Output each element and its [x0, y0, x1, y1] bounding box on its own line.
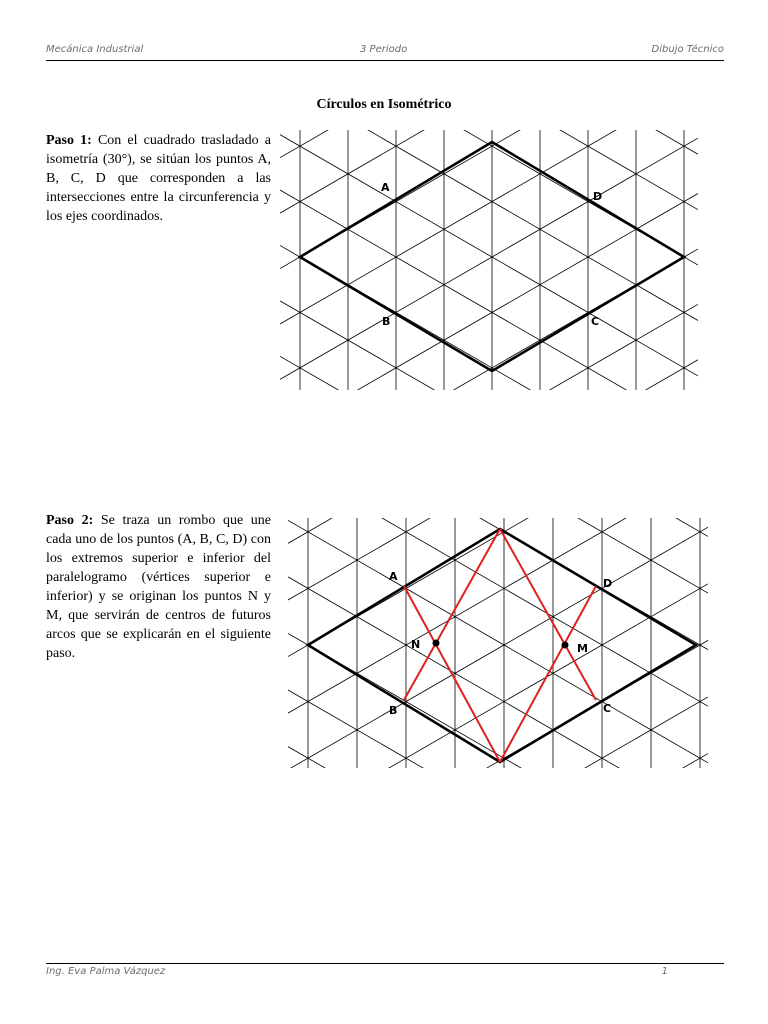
grid-line	[288, 633, 708, 768]
header-subject: Dibujo Técnico	[651, 44, 724, 55]
point-label-d: D	[593, 190, 603, 203]
grid-line	[280, 360, 698, 390]
point-label-a: A	[381, 181, 390, 194]
grid-line	[280, 190, 698, 390]
step2-text: Se traza un rombo que une cada uno de los puntos (A, B, C, D) con los extremos superior e inferior del paralelogramo (vértices superior e inferior) y se originan los puntos N y M, que servirán de centros de futuros arcos que se explicarán en el siguiente paso.	[46, 513, 271, 661]
grid-line	[280, 135, 698, 376]
center-point-n	[433, 640, 440, 647]
grid-line	[280, 356, 698, 390]
grid-line	[280, 130, 698, 210]
grid-line	[288, 518, 708, 706]
header-rule	[46, 60, 724, 61]
step2-paragraph	[46, 511, 271, 663]
step1-text: Con el cuadrado trasladado a isometría (30°), se sitúan los puntos A, B, C, D que corresponden a las intersecciones entre la circunferencia y los ejes coordinados.	[46, 133, 271, 224]
grid-line	[280, 304, 698, 390]
page-title: Círculos en Isométrico	[316, 97, 452, 112]
point-label-c: C	[603, 702, 612, 715]
grid-line	[280, 130, 698, 154]
step1-isometric-figure	[280, 130, 698, 390]
grid-line	[280, 138, 698, 379]
grid-line	[280, 130, 698, 269]
point-label-d: D	[603, 577, 613, 590]
grid-line	[280, 193, 698, 390]
step1-label: Paso 1:	[46, 133, 92, 148]
header-period: 3 Periodo	[360, 44, 408, 55]
page-number: 1	[661, 966, 668, 977]
grid-line	[288, 518, 708, 657]
step1-paragraph	[46, 131, 271, 226]
step2-label: Paso 2:	[46, 513, 94, 528]
footer-rule	[46, 963, 724, 964]
parallelogram-outline	[308, 529, 696, 762]
grid-line	[280, 130, 698, 321]
grid-line	[280, 130, 698, 265]
footer-author: Ing. Eva Palma Vázquez	[46, 966, 166, 977]
point-label-n: N	[411, 638, 421, 651]
isometric-grid	[280, 130, 698, 390]
point-label-a: A	[389, 570, 398, 583]
step2-isometric-figure	[288, 518, 708, 768]
center-point-m	[562, 642, 569, 649]
point-label-b: B	[389, 704, 398, 717]
point-label-m: M	[577, 642, 588, 655]
isometric-grid	[288, 518, 708, 768]
grid-line	[288, 518, 708, 650]
point-label-c: C	[591, 315, 600, 328]
point-label-b: B	[382, 315, 391, 328]
header-course: Mecánica Industrial	[46, 44, 144, 55]
grid-line	[288, 640, 708, 768]
